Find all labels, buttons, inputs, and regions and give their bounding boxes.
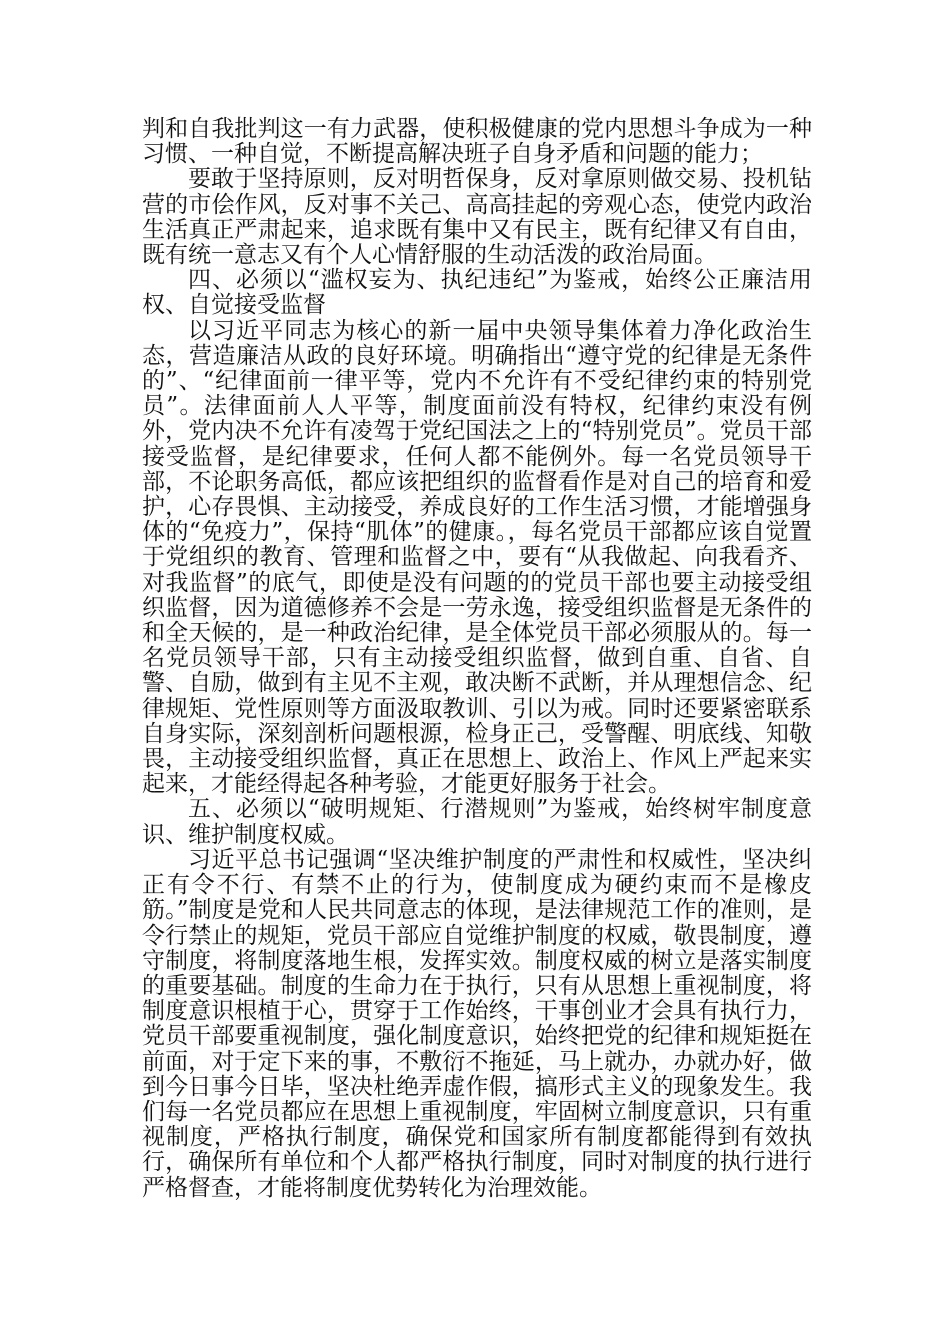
section-heading-4: 四、必须以“滥权妄为、执纪违纪”为鉴戒，始终公正廉洁用权、自觉接受监督 xyxy=(142,267,812,319)
paragraph-2: 要敢于坚持原则，反对明哲保身，反对拿原则做交易、投机钻营的市侩作风，反对事不关己、高高挂起的旁观心态，使党内政治生活真正严肃起来，追求既有集中又有民主，既有纪律又有自由，既有统一意志又有个人心情舒服的生动活泼的政治局面。 xyxy=(142,166,812,269)
section-heading-5: 五、必须以“破明规矩、行潜规则”为鉴戒，始终树牢制度意识、维护制度权威。 xyxy=(142,796,812,848)
document-body xyxy=(142,117,812,1201)
paragraph-4: 习近平总书记强调“坚决维护制度的严肃性和权威性，坚决纠正有令不行、有禁不止的行为，使制度成为硬约束而不是橡皮筋。”制度是党和人民共同意志的体现，是法律规范工作的准则，是令行禁止的规矩，党员干部应自觉维护制度的权威，敬畏制度，遵守制度，将制度落地生根，发挥实效。制度权威的树立是落实制度的重要基础。制度的生命力在于执行，只有从思想上重视制度，将制度意识根植于心，贯穿于工作始终，干事创业才会具有执行力，党员干部要重视制度，强化制度意识，始终把党的纪律和规矩挺在前面，对于定下来的事，不敷衍不拖延，马上就办，办就办好，做到今日事今日毕，坚决杜绝弄虚作假，搞形式主义的现象发生。我们每一名党员都应在思想上重视制度，牢固树立制度意识，只有重视制度，严格执行制度，确保党和国家所有制度都能得到有效执行，确保所有单位和个人都严格执行制度，同时对制度的执行进行严格督查，才能将制度优势转化为治理效能。 xyxy=(142,846,812,1201)
paragraph-3: 以习近平同志为核心的新一届中央领导集体着力净化政治生态，营造廉洁从政的良好环境。明确指出“遵守党的纪律是无条件的”、“纪律面前一律平等，党内不允许有不受纪律约束的特别党员”。法律面前人人平等，制度面前没有特权，纪律约束没有例外，党内决不允许有凌驾于党纪国法之上的“特别党员”。党员干部接受监督，是纪律要求，任何人都不能例外。每一名党员领导干部，不论职务高低，都应该把组织的监督看作是对自己的培育和爱护，心存畏惧、主动接受，养成良好的工作生活习惯，才能增强身体的“免疫力”，保持“肌体”的健康。，每名党员干部都应该自觉置于党组织的教育、管理和监督之中，要有“从我做起、向我看齐、对我监督”的底气，即使是没有问题的的党员干部也要主动接受组织监督，因为道德修养不会是一劳永逸，接受组织监督是无条件的和全天候的，是一种政治纪律，是全体党员干部必须服从的。每一名党员领导干部，只有主动接受组织监督，做到自重、自省、自警、自励，做到有主见不主观，敢决断不武断，并从理想信念、纪律规矩、党性原则等方面汲取教训、引以为戒。同时还要紧密联系自身实际，深刻剖析问题根源，检身正己，受警醒、明底线、知敬畏，主动接受组织监督，真正在思想上、政治上、作风上严起来实起来，才能经得起各种考验，才能更好服务于社会。 xyxy=(142,317,812,798)
paragraph-1: 判和自我批判这一有力武器，使积极健康的党内思想斗争成为一种习惯、一种自觉，不断提高解决班子自身矛盾和问题的能力； xyxy=(142,116,812,168)
